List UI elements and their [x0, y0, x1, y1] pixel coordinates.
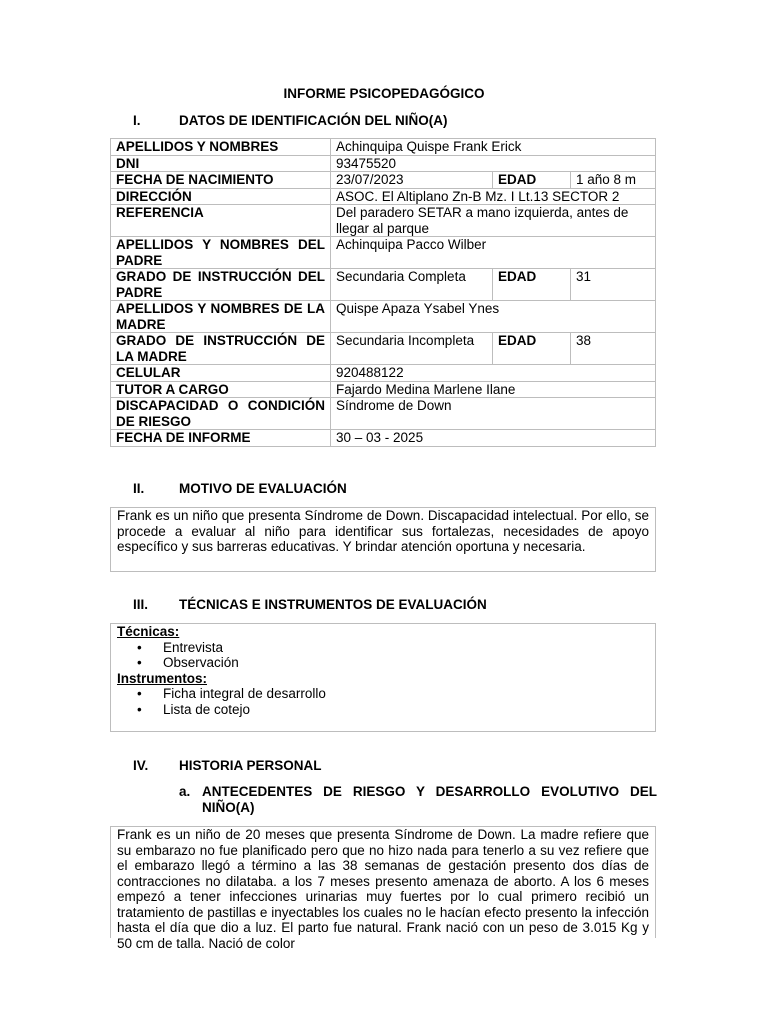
padre-label: APELLIDOS Y NOMBRES DEL PADRE: [111, 237, 331, 269]
table-row: [111, 269, 656, 301]
apellidos-value: Achinquipa Quispe Frank Erick: [331, 139, 656, 156]
list-item-text: Ficha integral de desarrollo: [163, 686, 326, 701]
table-row: [111, 188, 656, 205]
madre-value: Quispe Apaza Ysabel Ynes: [331, 301, 656, 333]
fecha-informe-label: FECHA DE INFORME: [111, 430, 331, 447]
document-title: INFORME PSICOPEDAGÓGICO: [283, 86, 485, 101]
grado-madre-label: GRADO DE INSTRUCCIÓN DE LA MADRE: [111, 333, 331, 365]
grado-madre-value: Secundaria Incompleta: [331, 333, 493, 365]
identification-table: [110, 138, 656, 447]
bullet-icon: •: [137, 686, 142, 701]
edad-label: EDAD: [493, 172, 571, 189]
discapacidad-label: DISCAPACIDAD O CONDICIÓN DE RIESGO: [111, 398, 331, 430]
celular-label: CELULAR: [111, 365, 331, 382]
padre-value: Achinquipa Pacco Wilber: [331, 237, 656, 269]
list-item-text: Observación: [163, 655, 239, 670]
subsection-title: ANTECEDENTES DE RIESGO Y DESARROLLO EVOLUTIVO DEL NIÑO(A): [202, 784, 657, 815]
instrumentos-label: Instrumentos:: [117, 670, 208, 686]
celular-value: 920488122: [331, 365, 656, 382]
section-number: II.: [133, 481, 145, 496]
list-item-text: Entrevista: [163, 639, 224, 655]
table-row: [111, 365, 656, 382]
edad-value: 1 año 8 m: [571, 172, 656, 189]
table-row: [111, 333, 656, 365]
table-row: [111, 398, 656, 430]
section-heading-identificacion: [133, 113, 448, 128]
section-title: MOTIVO DE EVALUACIÓN: [179, 481, 347, 496]
tutor-label: TUTOR A CARGO: [111, 381, 331, 398]
historia-box: [110, 826, 656, 951]
direccion-value: ASOC. El Altiplano Zn-B Mz. I Lt.13 SECTOR 2: [331, 188, 656, 205]
table-row: [111, 301, 656, 333]
table-row: [111, 172, 656, 189]
fecha-informe-value: 30 – 03 - 2025: [331, 430, 656, 447]
fecha-nacimiento-value: 23/07/2023: [331, 172, 493, 189]
referencia-value: Del paradero SETAR a mano izquierda, antes de llegar al parque: [331, 205, 656, 237]
referencia-label: REFERENCIA: [111, 205, 331, 237]
section-heading-historia: [133, 758, 322, 773]
bullet-icon: •: [137, 655, 142, 670]
table-row: [111, 155, 656, 172]
section-heading-motivo: [133, 481, 347, 496]
section-title: DATOS DE IDENTIFICACIÓN DEL NIÑO(A): [179, 113, 448, 128]
table-row: [111, 430, 656, 447]
tecnicas-box: [110, 623, 656, 732]
dni-value: 93475520: [331, 155, 656, 172]
bullet-icon: •: [137, 701, 142, 717]
edad-madre-label: EDAD: [493, 333, 571, 365]
dni-label: DNI: [111, 155, 331, 172]
list-item: [117, 702, 649, 718]
subsection-letter: a.: [179, 784, 191, 799]
tecnicas-label: Técnicas:: [117, 624, 180, 639]
section-title: TÉCNICAS E INSTRUMENTOS DE EVALUACIÓN: [179, 597, 487, 612]
edad-madre-value: 38: [571, 333, 656, 365]
direccion-label: DIRECCIÓN: [111, 188, 331, 205]
table-row: [111, 139, 656, 156]
edad-padre-value: 31: [571, 269, 656, 301]
motivo-text: Frank es un niño que presenta Síndrome de Down. Discapacidad intelectual. Por ello, se procede a evaluar al niño para identificar sus fortalezas, necesidades de apoyo específico y sus barreras educativas. Y brindar atención oportuna y necesaria.: [117, 508, 649, 554]
section-number: I.: [133, 113, 141, 128]
edad-padre-label: EDAD: [493, 269, 571, 301]
bullet-icon: •: [137, 639, 142, 655]
grado-padre-value: Secundaria Completa: [331, 269, 493, 301]
list-item: [117, 686, 649, 702]
discapacidad-value: Síndrome de Down: [331, 398, 656, 430]
section-number: III.: [133, 597, 149, 612]
madre-label: APELLIDOS Y NOMBRES DE LA MADRE: [111, 301, 331, 333]
table-row: [111, 381, 656, 398]
list-item: [117, 640, 649, 656]
apellidos-label: APELLIDOS Y NOMBRES: [111, 139, 331, 156]
table-row: [111, 205, 656, 237]
historia-text: Frank es un niño de 20 meses que presenta Síndrome de Down. La madre refiere que su embarazo no fue planificado pero que no hizo nada para tenerlo a su vez refiere que el embarazo llegó a término a las 38 semanas de gestación presento dos días de contracciones no dilataba. a los 7 meses presento amenaza de aborto. A los 6 meses empezó a tener infecciones urinarias muy fuertes por lo cual primero recibió un tratamiento de pastillas e inyectables los cuales no le hacían efecto presento la infección hasta el día que dio a luz. El parto fue natural. Frank nació con un peso de 3.015 Kg y 50 cm de talla. Nació de color: [117, 827, 649, 951]
subsection-heading-antecedentes: [179, 784, 657, 816]
section-number: IV.: [133, 758, 149, 773]
section-title: HISTORIA PERSONAL: [179, 758, 322, 773]
section-heading-tecnicas: [133, 597, 487, 612]
tutor-value: Fajardo Medina Marlene Ilane: [331, 381, 656, 398]
list-item: [117, 655, 649, 671]
fecha-nacimiento-label: FECHA DE NACIMIENTO: [111, 172, 331, 189]
motivo-box: [110, 507, 656, 572]
list-item-text: Lista de cotejo: [163, 701, 251, 717]
table-row: [111, 237, 656, 269]
grado-padre-label: GRADO DE INSTRUCCIÓN DEL PADRE: [111, 269, 331, 301]
